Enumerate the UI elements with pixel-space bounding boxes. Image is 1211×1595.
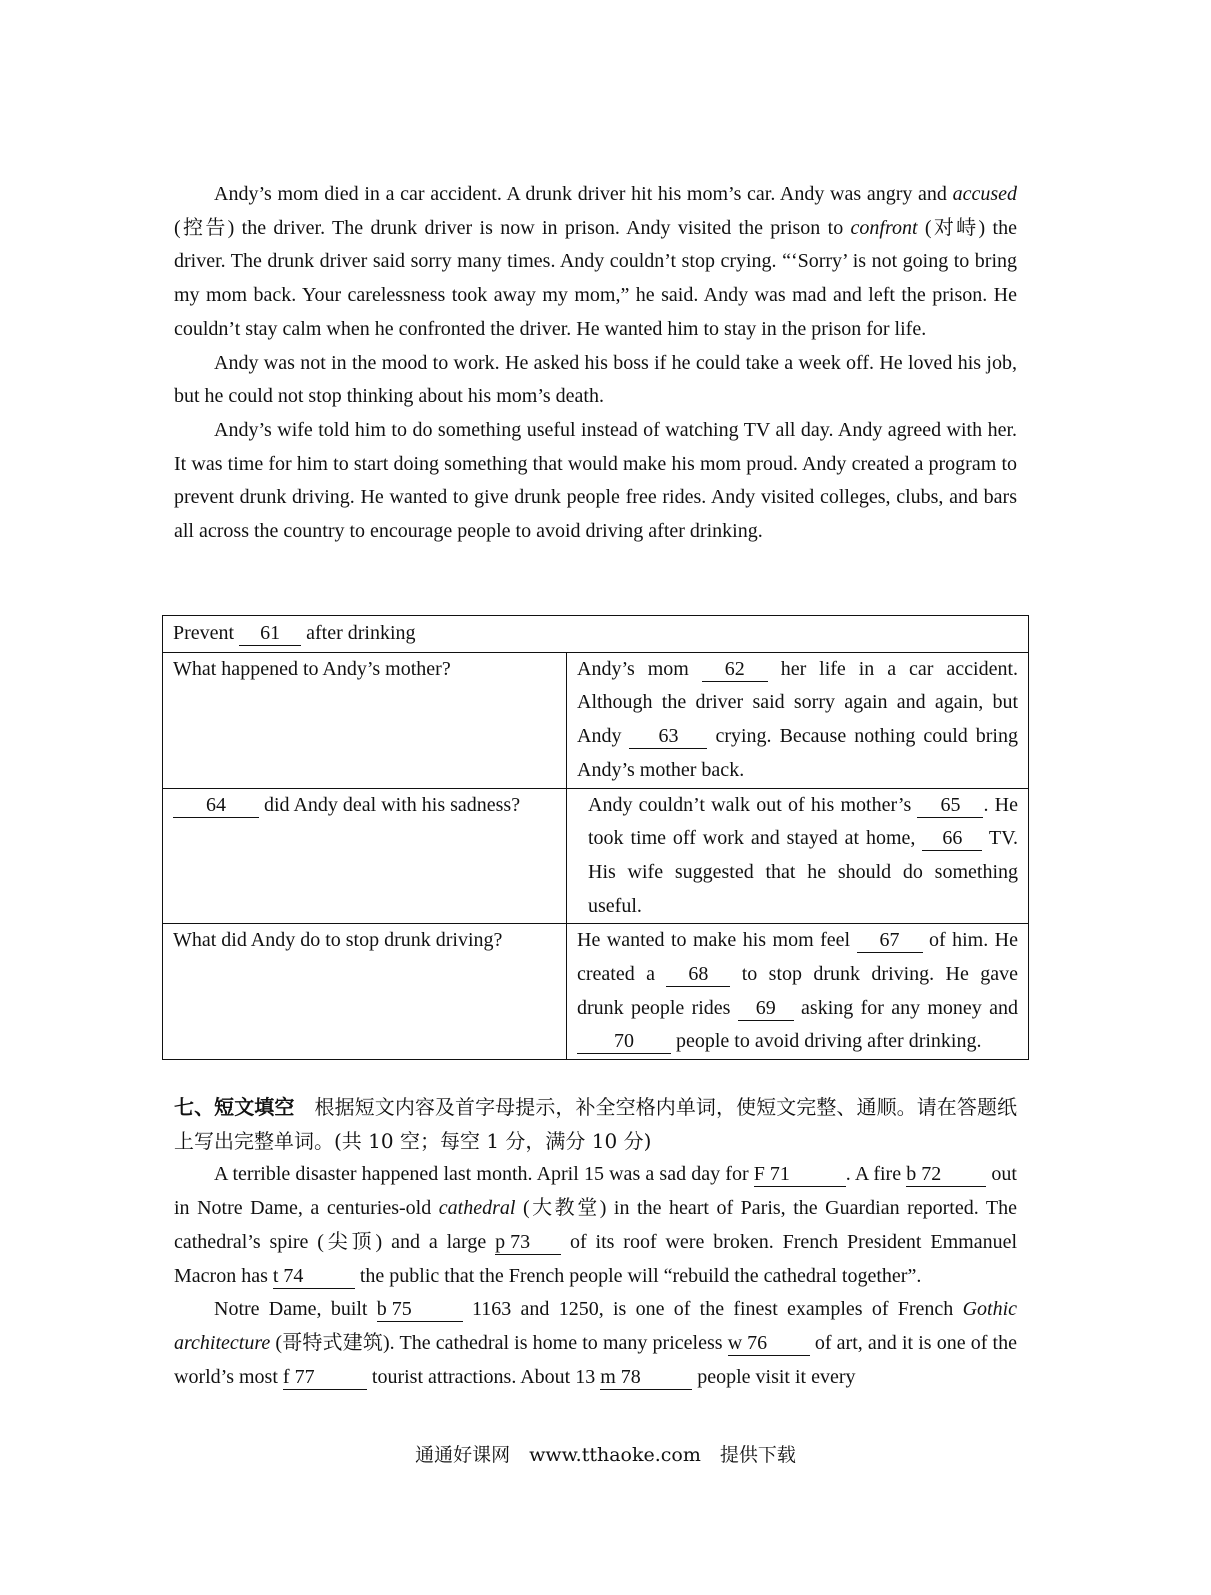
section-heading [174, 1091, 1017, 1158]
text-run: . He took time off work and stayed at home, [588, 793, 1018, 850]
answer-blank-63[interactable]: 63 [629, 724, 707, 749]
passage-paragraph-3: Andy’s wife told him to do something useful instead of watching TV all day. Andy agreed with her. It was time for him to start doing something that would make his mom proud. Andy created a program to prevent drunk driving. He wanted to give drunk people free rides. Andy visited colleges, clubs, and bars all across the country to encourage people to avoid driving after drinking. [174, 418, 1017, 543]
page-footer: 通通好课网 www.tthaoke.com 提供下载 [415, 1444, 796, 1466]
text-run: A terrible disaster happened last month. April 15 was a sad day for [214, 1163, 754, 1186]
answer-blank-73[interactable]: p 73 [495, 1230, 561, 1255]
answer-blank-69[interactable]: 69 [738, 996, 794, 1021]
answer-cell [567, 652, 1029, 788]
answer-blank-74[interactable]: t 74 [273, 1264, 355, 1289]
task-table [162, 615, 1029, 1060]
table-row [163, 788, 1029, 924]
text-run: Andy’s mom [577, 657, 702, 680]
table-row [163, 924, 1029, 1060]
question-cell: What did Andy do to stop drunk driving? [163, 924, 567, 1060]
text-run: of art, and it is one of the world’s most [174, 1331, 1017, 1388]
passage-paragraph-2: Andy was not in the mood to work. He asked his boss if he could take a week off. He loved his job, but he could not stop thinking about his mom’s death. [174, 351, 1017, 408]
table-row [163, 652, 1029, 788]
answer-blank-77[interactable]: f 77 [283, 1365, 367, 1390]
italic-term: cathedral [438, 1197, 516, 1220]
section-seven [174, 1091, 1017, 1394]
text-run: tourist attractions. About 13 [366, 1365, 601, 1388]
question-cell: What happened to Andy’s mother? [163, 652, 567, 788]
italic-term: accused [952, 183, 1017, 205]
answer-blank-65[interactable]: 65 [917, 793, 983, 818]
table-title-cell [163, 616, 1029, 653]
section-title: 七、短文填空 [174, 1095, 295, 1119]
text-run: to stop drunk driving. He gave drunk people rides [577, 963, 1019, 1019]
text-run: Notre Dame, built [214, 1298, 377, 1321]
text-run: . A fire [845, 1163, 907, 1186]
text-run: Andy’s mom died in a car accident. A drunk driver hit his mom’s car. Andy was angry and [214, 183, 953, 205]
answer-blank-76[interactable]: w 76 [728, 1331, 810, 1356]
answer-blank-75[interactable]: b 75 [377, 1297, 463, 1322]
text-run: the public that the French people will “rebuild the cathedral together”. [354, 1264, 922, 1287]
answer-blank-72[interactable]: b 72 [906, 1162, 986, 1187]
italic-term: confront [850, 216, 918, 239]
answer-blank-67[interactable]: 67 [857, 928, 923, 953]
text-run: (哥特式建筑). The cathedral is home to many priceless [270, 1331, 728, 1354]
answer-blank-70[interactable]: 70 [577, 1029, 671, 1054]
text-run: people visit it every [692, 1365, 856, 1388]
text-run: of him. He created a [577, 929, 1018, 986]
text-run: crying. Because nothing could bring Andy’s mother back. [577, 725, 1018, 781]
cloze-paragraph-2 [174, 1293, 1017, 1394]
text-run: (对峙) the driver. The drunk driver said sorry many times. Andy couldn’t stop crying. “‘Sorry’ is not going to bring my mom back. Your carelessness took away my mom,” he said. Andy was mad and left the prison. He couldn’t stay calm when he confronted the driver. He wanted him to stay in the prison for life. [174, 216, 1017, 340]
text-run: Prevent [173, 622, 240, 644]
text-run: her life in a car accident. Although the driver said sorry again and again, but Andy [577, 657, 1018, 748]
reading-passage [174, 178, 1017, 549]
answer-blank-71[interactable]: F 71 [754, 1162, 846, 1187]
text-run: Andy couldn’t walk out of his mother’s [588, 793, 918, 816]
text-run: did Andy deal with his sadness? [259, 793, 521, 816]
passage-paragraph-1 [174, 178, 1017, 347]
answer-cell [567, 788, 1029, 924]
text-run: after drinking [301, 622, 416, 644]
table-title-row [163, 616, 1029, 653]
answer-blank-68[interactable]: 68 [666, 962, 730, 987]
answer-cell [567, 924, 1029, 1060]
answer-blank-64[interactable]: 64 [173, 793, 259, 818]
answer-blank-62[interactable]: 62 [702, 657, 768, 682]
text-run: (控告) the driver. The drunk driver is now in prison. Andy visited the prison to [174, 216, 851, 239]
text-run: asking for any money and [793, 996, 1018, 1019]
text-run: He wanted to make his mom feel [577, 929, 857, 952]
italic-term: Gothic architecture [174, 1298, 1017, 1354]
text-run: 1163 and 1250, is one of the finest examples of French [462, 1298, 963, 1321]
text-run: TV. His wife suggested that he should do something useful. [588, 827, 1018, 917]
text-run: (大教堂) in the heart of Paris, the Guardian reported. The cathedral’s spire (尖顶) and a large [174, 1197, 1017, 1253]
cloze-paragraph-1 [174, 1158, 1017, 1293]
answer-blank-61[interactable]: 61 [239, 621, 301, 646]
text-run: people to avoid driving after drinking. [671, 1030, 982, 1053]
text-run: out in Notre Dame, a centuries-old [174, 1163, 1017, 1220]
section-instructions: 根据短文内容及首字母提示，补全空格内单词，使短文完整、通顺。请在答题纸上写出完整单词。(共 10 空；每空 1 分，满分 10 分) [174, 1095, 1018, 1153]
answer-blank-78[interactable]: m 78 [600, 1365, 692, 1390]
text-run: of its roof were broken. French President Emmanuel Macron has [174, 1230, 1017, 1287]
answer-blank-66[interactable]: 66 [922, 826, 982, 851]
question-cell [163, 788, 567, 924]
